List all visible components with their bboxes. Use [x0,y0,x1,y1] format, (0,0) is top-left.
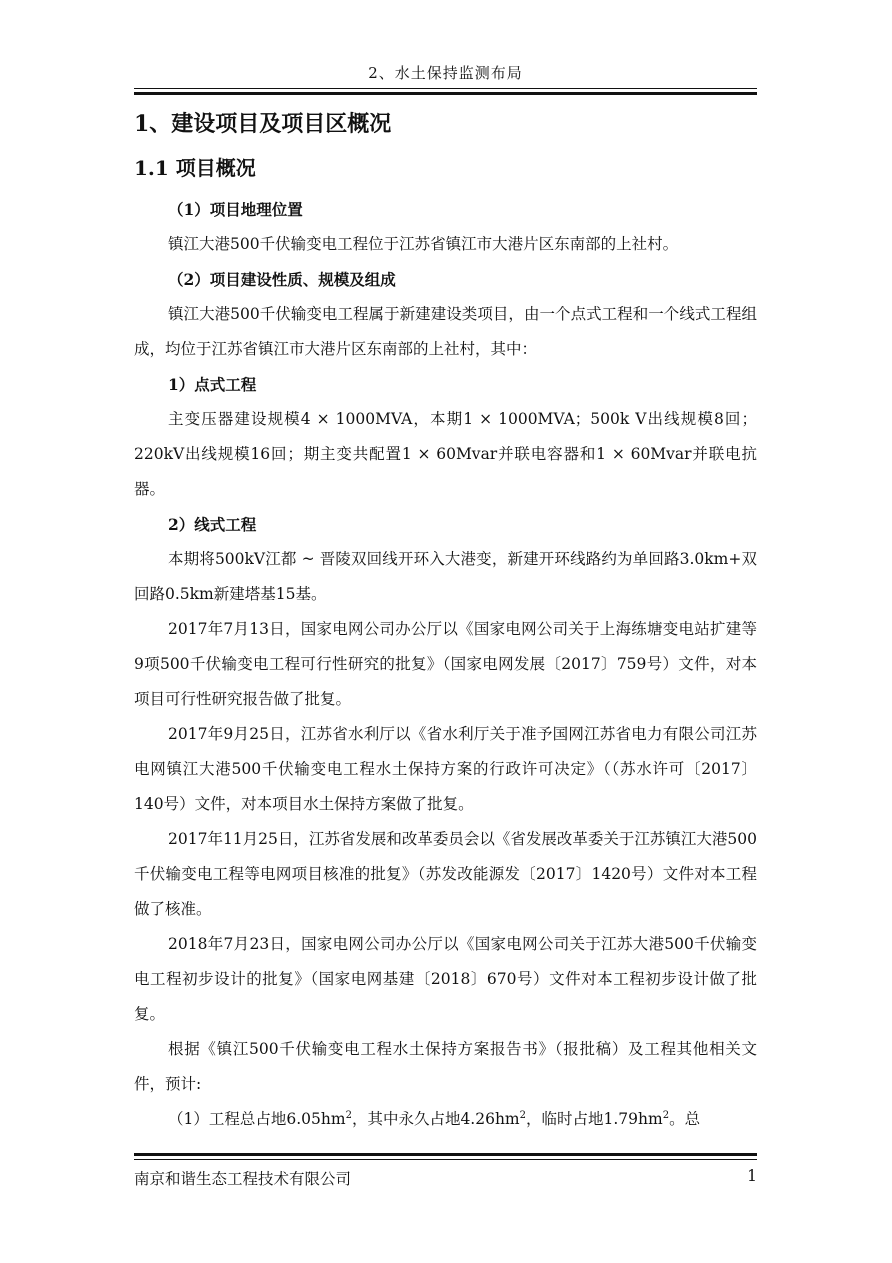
land-area-paragraph [134,1102,757,1137]
page-number: 1 [747,1167,757,1185]
header-rule-thick [134,92,757,95]
point-project-subheading: 1）点式工程 [168,375,257,394]
area-sup-1: 2 [345,1109,352,1121]
chapter-heading: 1、建设项目及项目区概况 [134,111,392,137]
area-sup-2: 2 [519,1109,527,1121]
line-project-subheading: 2）线式工程 [168,515,257,534]
estimate-paragraph: 根据《镇江500千伏输变电工程水土保持方案报告书》（报批稿）及工程其他相关文件，预计: [134,1040,757,1093]
area-lead: （1）工程总占地6.05hm [168,1110,346,1128]
location-subheading: （1）项目地理位置 [168,200,303,219]
area-mid-2: ，临时占地1.79hm [526,1110,663,1128]
footer-rule-thick [134,1153,757,1156]
section-heading: 1.1 项目概况 [134,156,256,180]
running-footer [134,1167,757,1189]
line-project-paragraph: 本期将500kV江都 ~ 晋陵双回线开环入大港变，新建开环线路约为单回路3.0km+双回路0.5km新建塔基15基。 [134,550,757,603]
area-sup-3: 2 [662,1109,670,1121]
approval-paragraph-4: 2018年7月23日，国家电网公司办公厅以《国家电网公司关于江苏大港500千伏输变电工程初步设计的批复》（国家电网基建〔2018〕670号）文件对本工程初步设计做了批复。 [134,935,757,1023]
running-header: 2、水土保持监测布局 [368,64,523,82]
document-body [134,106,757,1137]
area-tail: 。总 [669,1110,701,1128]
approval-paragraph-1: 2017年7月13日，国家电网公司办公厅以《国家电网公司关于上海练塘变电站扩建等9项500千伏输变电工程可行性研究的批复》（国家电网发展〔2017〕759号）文件，对本项目可行性研究报告做了批复。 [134,620,757,708]
point-project-paragraph: 主变压器建设规模4 × 1000MVA，本期1 × 1000MVA；500k V出线规模8回；220kV出线规模16回；期主变共配置1 × 60Mvar并联电容器和1 × 60Mvar并联电抗器。 [134,410,757,498]
area-mid-1: ，其中永久占地4.26hm [351,1110,520,1128]
location-paragraph: 镇江大港500千伏输变电工程位于江苏省镇江市大港片区东南部的上社村。 [168,235,679,253]
header-rule-thin [134,88,757,89]
approval-paragraph-3: 2017年11月25日，江苏省发展和改革委员会以《省发展改革委关于江苏镇江大港500千伏输变电工程等电网项目核准的批复》（苏发改能源发〔2017〕1420号）文件对本工程做了核准。 [134,830,757,918]
nature-paragraph: 镇江大港500千伏输变电工程属于新建建设类项目，由一个点式工程和一个线式工程组成，均位于江苏省镇江市大港片区东南部的上社村，其中： [134,305,757,358]
footer-company: 南京和谐生态工程技术有限公司 [134,1170,352,1188]
approval-paragraph-2: 2017年9月25日，江苏省水利厅以《省水利厅关于准予国网江苏省电力有限公司江苏电网镇江大港500千伏输变电工程水土保持方案的行政许可决定》（（苏水许可〔2017〕140号）文件，对本项目水土保持方案做了批复。 [134,725,757,813]
nature-subheading: （2）项目建设性质、规模及组成 [168,270,396,289]
footer-rule-thin [134,1159,757,1160]
